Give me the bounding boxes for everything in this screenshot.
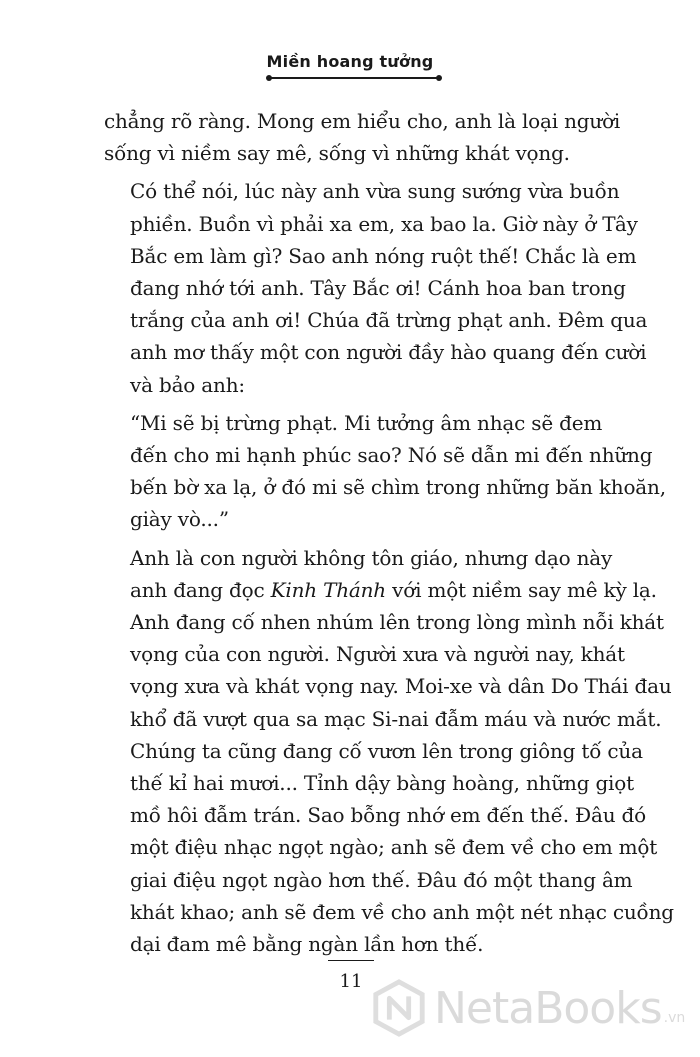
text-line: Anh đang cố nhen nhúm lên trong lòng mình nỗi khát bbox=[130, 610, 664, 635]
italic-book-title: Kinh Thánh bbox=[270, 577, 386, 602]
paragraph bbox=[104, 105, 624, 169]
text-line: Bắc em làm gì? Sao anh nóng ruột thế! Chắc là em bbox=[130, 243, 637, 268]
text-line: Anh là con người không tôn giáo, nhưng dạo này bbox=[130, 545, 613, 570]
text-line: một điệu nhạc ngọt ngào; anh sẽ đem về cho em một bbox=[130, 835, 658, 860]
text-line: khát khao; anh sẽ đem về cho anh một nét nhạc cuồng bbox=[130, 899, 674, 924]
book-title: Miền hoang tưởng bbox=[266, 52, 434, 71]
page-number: 11 bbox=[328, 960, 374, 992]
text-line: đến cho mi hạnh phúc sao? Nó sẽ dẫn mi đến những bbox=[130, 443, 653, 468]
text-line: “Mi sẽ bị trừng phạt. Mi tưởng âm nhạc sẽ đem bbox=[130, 410, 603, 435]
text-line: giai điệu ngọt ngào hơn thế. Đâu đó một thang âm bbox=[130, 867, 633, 892]
text-line: Có thể nói, lúc này anh vừa sung sướng vừa buồn bbox=[130, 179, 620, 204]
text-line: vọng của con người. Người xưa và người nay, khát bbox=[130, 642, 625, 667]
text-line: mồ hôi đẫm trán. Sao bỗng nhớ em đến thế. Đâu đó bbox=[130, 803, 646, 828]
text-line: và bảo anh: bbox=[130, 372, 245, 397]
paragraph bbox=[104, 407, 666, 536]
netabooks-logo-icon bbox=[370, 979, 428, 1037]
body-text bbox=[104, 105, 674, 960]
text-line bbox=[104, 574, 657, 606]
watermark bbox=[370, 972, 695, 1044]
running-header bbox=[0, 52, 700, 80]
text-line: giày vò...” bbox=[130, 507, 229, 532]
watermark-brand: NetaBooks bbox=[434, 982, 662, 1034]
text-line: phiền. Buồn vì phải xa em, xa bao la. Giờ này ở Tây bbox=[130, 211, 638, 236]
text-line: khổ đã vượt qua sa mạc Si-nai đẫm máu và nước mắt. bbox=[130, 706, 662, 731]
text-line: Chúng ta cũng đang cố vươn lên trong giông tố của bbox=[130, 738, 643, 763]
text-line: đang nhớ tới anh. Tây Bắc ơi! Cánh hoa ban trong bbox=[130, 276, 626, 301]
text-line: trắng của anh ơi! Chúa đã trừng phạt anh. Đêm qua bbox=[130, 308, 648, 333]
text-line: thế kỉ hai mươi... Tỉnh dậy bàng hoàng, những giọt bbox=[130, 771, 634, 796]
text-line: chẳng rõ ràng. Mong em hiểu cho, anh là loại người bbox=[104, 109, 621, 133]
text-line: sống vì niềm say mê, sống vì những khát vọng. bbox=[104, 141, 570, 166]
text-segment: anh đang đọc bbox=[130, 577, 271, 602]
text-segment: với một niềm say mê kỳ lạ. bbox=[386, 577, 657, 602]
text-line: anh mơ thấy một con người đầy hào quang đến cười bbox=[130, 340, 647, 365]
paragraph bbox=[104, 542, 674, 961]
text-line: bến bờ xa lạ, ở đó mi sẽ chìm trong những băn khoăn, bbox=[130, 475, 666, 500]
watermark-domain-suffix: .vn bbox=[663, 1010, 686, 1026]
text-line: dại đam mê bằng ngàn lần hơn thế. bbox=[130, 932, 484, 957]
header-rule bbox=[271, 77, 437, 79]
paragraph bbox=[104, 175, 648, 400]
text-line: vọng xưa và khát vọng nay. Moi-xe và dân Do Thái đau bbox=[130, 674, 672, 699]
